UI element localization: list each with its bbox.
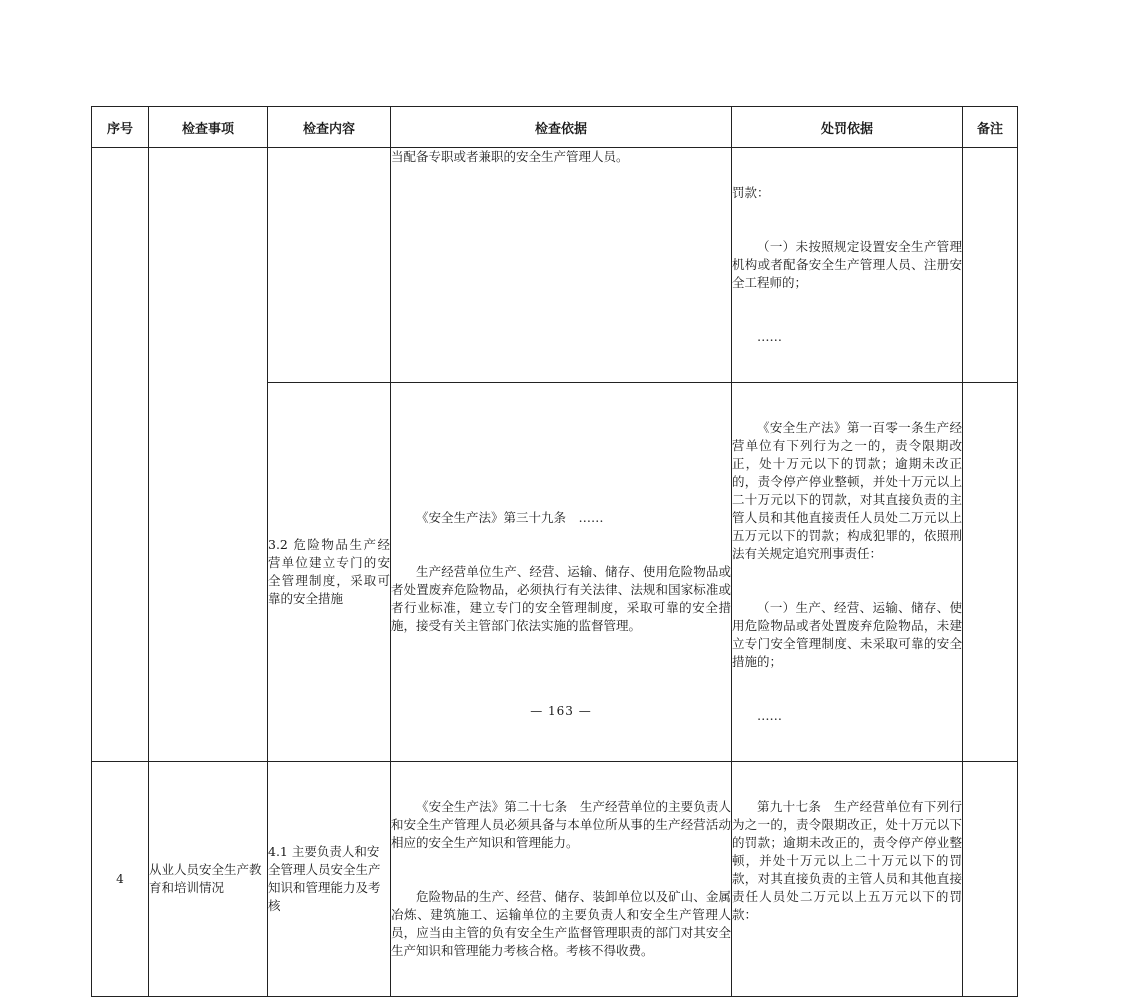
penalty-paragraph: （一）未按照规定设置安全生产管理机构或者配备安全生产管理人员、注册安全工程师的； xyxy=(732,239,962,290)
item-cell: 从业人员安全生产教育和培训情况 xyxy=(149,762,268,997)
penalty-paragraph: 第九十七条 生产经营单位有下列行为之一的，责令限期改正，处十万元以下的罚款；逾期未改正的，责令停产停业整顿，并处十万元以上二十万元以下的罚款，对其直接负责的主管人员和其他直接责任人员处二万元以上五万元以下的罚款： xyxy=(732,799,962,922)
penalty-cell xyxy=(732,762,963,997)
remarks-cell xyxy=(963,148,1018,383)
number-cell-empty xyxy=(92,148,149,762)
item-cell-empty xyxy=(149,148,268,762)
page-number: — 163 — xyxy=(530,704,592,718)
content-cell: 4.1 主要负责人和安全管理人员安全生产知识和管理能力及考核 xyxy=(268,762,391,997)
basis-paragraph: 当配备专职或者兼职的安全生产管理人员。 xyxy=(391,149,629,164)
penalty-ellipsis: …… xyxy=(757,708,782,723)
basis-paragraph: 生产经营单位生产、经营、运输、储存、使用危险物品或者处置废弃危险物品，必须执行有关法律、法规和国家标准或者行业标准，建立专门的安全管理制度，采取可靠的安全措施，接受有关主管部门依法实施的监督管理。 xyxy=(391,564,731,633)
header-basis: 检查依据 xyxy=(391,107,732,148)
penalty-cell xyxy=(732,148,963,383)
basis-cell xyxy=(391,762,732,997)
table-row xyxy=(92,148,1018,383)
basis-paragraph: 《安全生产法》第二十七条 生产经营单位的主要负责人和安全生产管理人员必须具备与本单位所从事的生产经营活动相应的安全生产知识和管理能力。 xyxy=(391,799,731,850)
penalty-paragraph: 罚款： xyxy=(732,185,770,200)
penalty-paragraph: 《安全生产法》第一百零一条生产经营单位有下列行为之一的，责令限期改正，处十万元以下的罚款；逾期未改正的，责令停产停业整顿，并处十万元以上二十万元以下的罚款，对其直接负责的主管人员和其他直接责任人员处二万元以上五万元以下的罚款；构成犯罪的，依照刑法有关规定追究刑事责任： xyxy=(732,420,962,561)
header-penalty: 处罚依据 xyxy=(732,107,963,148)
inspection-table xyxy=(91,106,1018,997)
basis-cell xyxy=(391,148,732,383)
header-item: 检查事项 xyxy=(149,107,268,148)
header-content: 检查内容 xyxy=(268,107,391,148)
table-row xyxy=(92,762,1018,997)
row-number: 4 xyxy=(92,762,149,997)
header-remarks: 备注 xyxy=(963,107,1018,148)
penalty-ellipsis: …… xyxy=(757,329,782,344)
penalty-paragraph: （一）生产、经营、运输、储存、使用危险物品或者处置废弃危险物品，未建立专门安全管理制度、未采取可靠的安全措施的； xyxy=(732,600,962,669)
header-row xyxy=(92,107,1018,148)
content-cell-empty xyxy=(268,148,391,383)
remarks-cell xyxy=(963,762,1018,997)
content-cell: 3.2 危险物品生产经营单位建立专门的安全管理制度，采取可靠的安全措施 xyxy=(268,383,391,762)
header-number: 序号 xyxy=(92,107,149,148)
basis-paragraph: 《安全生产法》第三十九条 …… xyxy=(416,510,604,525)
basis-paragraph: 危险物品的生产、经营、储存、装卸单位以及矿山、金属冶炼、建筑施工、运输单位的主要负责人和安全生产管理人员，应当由主管的负有安全生产监督管理职责的部门对其安全生产知识和管理能力考核合格。考核不得收费。 xyxy=(391,889,731,958)
